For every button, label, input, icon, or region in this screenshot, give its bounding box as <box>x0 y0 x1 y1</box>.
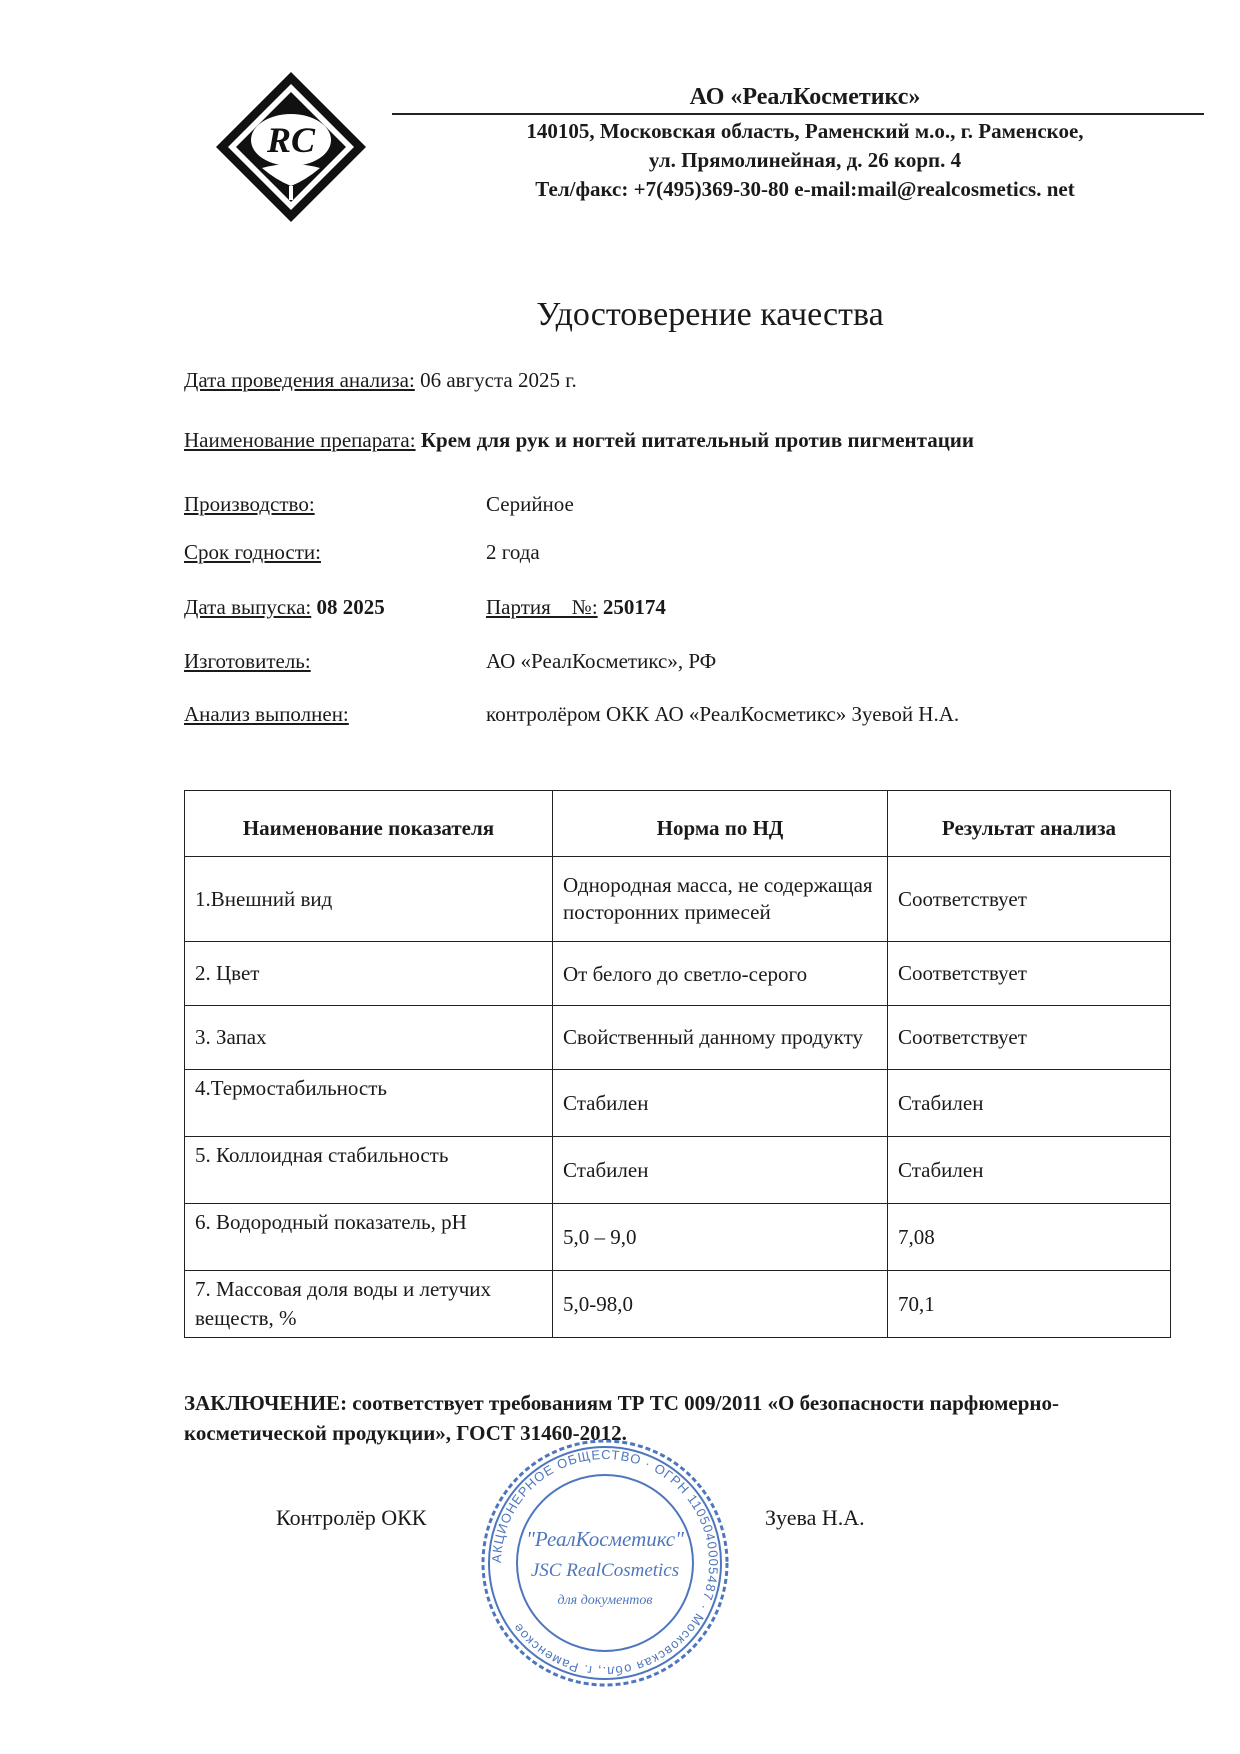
batch-row <box>486 595 666 620</box>
company-logo <box>212 68 370 226</box>
norm-cell: 5,0-98,0 <box>553 1271 888 1338</box>
shelf-life-label: Срок годности: <box>184 540 321 564</box>
result-cell: Соответствует <box>888 1006 1171 1070</box>
column-header-norm: Норма по НД <box>553 791 888 857</box>
indicator-cell: 4.Термостабильность <box>185 1070 553 1137</box>
release-date-value: 08 2025 <box>311 595 385 619</box>
product-label: Наименование препарата: <box>184 428 416 452</box>
indicator-cell: 2. Цвет <box>185 942 553 1006</box>
contacts-line: Тел/факс: +7(495)369-30-80 e-mail:mail@realcosmetics. net <box>535 177 1075 201</box>
indicator-cell: 1.Внешний вид <box>185 857 553 942</box>
header-divider <box>392 113 1204 115</box>
analysis-date-row <box>184 368 577 393</box>
result-cell: Соответствует <box>888 857 1171 942</box>
manufacturer-label: Изготовитель: <box>184 649 311 673</box>
table-row <box>185 1271 1171 1338</box>
product-value: Крем для рук и ногтей питательный против пигментации <box>415 428 975 452</box>
stamp-line-2: JSC RealCosmetics <box>530 1560 680 1581</box>
manufacturer-value: АО «РеалКосметикс», РФ <box>486 649 717 673</box>
table-row <box>185 1204 1171 1271</box>
company-name: АО «РеалКосметикс» <box>689 84 921 110</box>
analyst-value: контролёром ОКК АО «РеалКосметикс» Зуевой Н.А. <box>486 702 960 726</box>
release-date-label: Дата выпуска: <box>184 595 312 619</box>
result-cell: Стабилен <box>888 1070 1171 1137</box>
norm-cell: 5,0 – 9,0 <box>553 1204 888 1271</box>
table-row <box>185 1137 1171 1204</box>
table-row <box>185 1006 1171 1070</box>
shelf-life-value: 2 года <box>486 540 540 564</box>
norm-cell: Однородная масса, не содержащая посторонних примесей <box>553 857 888 942</box>
column-header-indicator: Наименование показателя <box>185 791 553 857</box>
product-row <box>184 428 974 453</box>
indicator-cell: 7. Массовая доля воды и летучих веществ, % <box>185 1271 553 1338</box>
norm-cell: Стабилен <box>553 1137 888 1204</box>
norm-cell: Стабилен <box>553 1070 888 1137</box>
norm-cell: Свойственный данному продукту <box>553 1006 888 1070</box>
address-line-2: ул. Прямолинейная, д. 26 корп. 4 <box>648 148 962 172</box>
table-row <box>185 1070 1171 1137</box>
table-row <box>185 857 1171 942</box>
quality-table <box>184 790 1171 1338</box>
company-stamp <box>480 1438 730 1688</box>
signature-name: Зуева Н.А. <box>765 1505 865 1530</box>
production-label: Производство: <box>184 492 315 516</box>
result-cell: 7,08 <box>888 1204 1171 1271</box>
batch-label: Партия №: <box>486 595 598 619</box>
indicator-cell: 6. Водородный показатель, pH <box>185 1204 553 1271</box>
stamp-outer-text: АКЦИОНЕРНОЕ ОБЩЕСТВО · ОГРН 1105040005487 · Московская обл., г. Раменское <box>488 1446 722 1680</box>
indicator-cell: 5. Коллоидная стабильность <box>185 1137 553 1204</box>
batch-value: 250174 <box>597 595 666 619</box>
document-title: Удостоверение качества <box>536 296 884 333</box>
release-date-row <box>184 595 385 620</box>
table-row <box>185 942 1171 1006</box>
logo-text: RC <box>266 120 316 160</box>
analysis-date-value: 06 августа 2025 г. <box>414 368 577 392</box>
production-value: Серийное <box>486 492 574 516</box>
stamp-line-1: "РеалКосметикс" <box>526 1527 684 1551</box>
stamp-line-3: для документов <box>557 1593 653 1608</box>
column-header-result: Результат анализа <box>888 791 1171 857</box>
conclusion-text: ЗАКЛЮЧЕНИЕ: соответствует требованиям ТР ТС 009/2011 «О безопасности парфюмерно-косметической продукции», ГОСТ 31460-2012. <box>184 1391 1059 1445</box>
signature-role: Контролёр ОКК <box>276 1505 427 1530</box>
norm-cell: От белого до светло-серого <box>553 942 888 1006</box>
address-line-1: 140105, Московская область, Раменский м.о., г. Раменское, <box>526 119 1084 143</box>
indicator-cell: 3. Запах <box>185 1006 553 1070</box>
result-cell: Соответствует <box>888 942 1171 1006</box>
result-cell: 70,1 <box>888 1271 1171 1338</box>
analysis-date-label: Дата проведения анализа: <box>184 368 415 392</box>
result-cell: Стабилен <box>888 1137 1171 1204</box>
analyst-label: Анализ выполнен: <box>184 702 349 726</box>
table-header-row <box>185 791 1171 857</box>
